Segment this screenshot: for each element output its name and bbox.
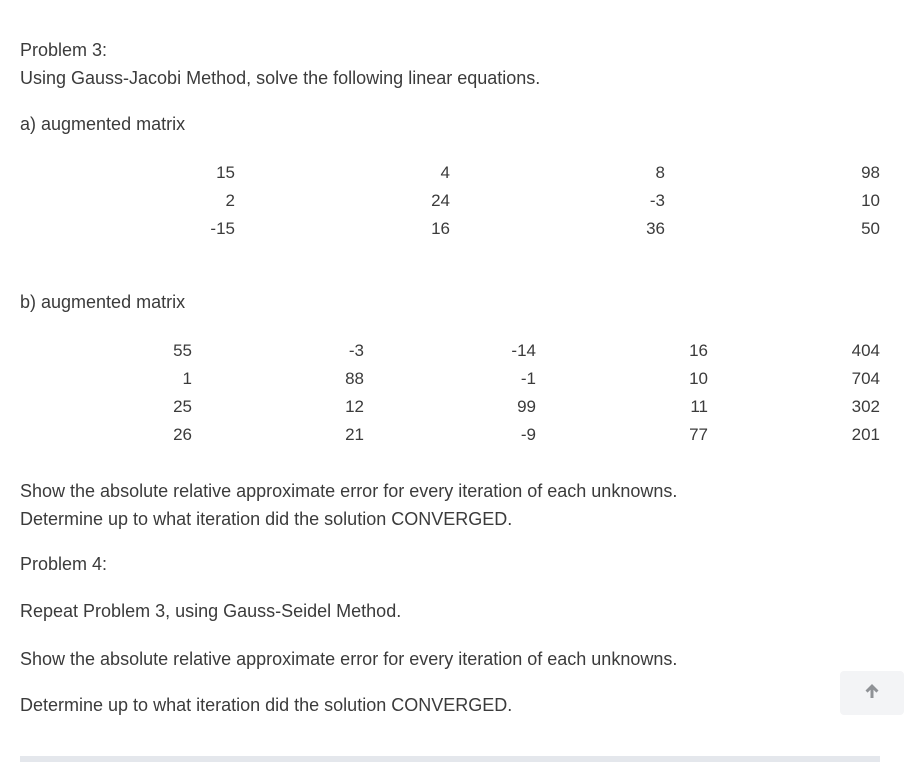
problem-4-converge-note: Determine up to what iteration did the solution CONVERGED. (20, 695, 513, 715)
part-b-label: b) augmented matrix (20, 292, 186, 312)
problem-3-title: Problem 3: (20, 40, 108, 60)
matrix-a-cell: 16 (431, 219, 450, 238)
matrix-b-cell: 21 (345, 425, 364, 444)
matrix-b-cell: 55 (173, 341, 192, 360)
matrix-a-cell: 15 (216, 163, 235, 182)
matrix-b-cell: 704 (851, 369, 880, 388)
scroll-to-top-button[interactable] (840, 671, 904, 715)
matrix-b-cell: -14 (511, 341, 536, 360)
bottom-divider-bar (20, 756, 880, 762)
matrix-a-cell: 36 (646, 219, 665, 238)
arrow-up-icon (863, 682, 881, 705)
problem-4-error-note: Show the absolute relative approximate error for every iteration of each unknowns. (20, 649, 678, 669)
matrix-a-cell: -15 (210, 219, 235, 238)
matrix-b-cell: 201 (851, 425, 880, 444)
matrix-a-cell: 24 (431, 191, 450, 210)
problem-4-title: Problem 4: (20, 554, 108, 574)
matrix-b-cell: 404 (851, 341, 880, 360)
matrix-b-cell: 11 (690, 397, 708, 416)
problem-4-instruction: Repeat Problem 3, using Gauss-Seidel Method. (20, 601, 402, 621)
matrix-b-cell: 12 (345, 397, 364, 416)
matrix-a-cell: 10 (861, 191, 880, 210)
matrix-b-cell: 26 (173, 425, 192, 444)
matrix-a-cell: 4 (440, 163, 450, 182)
matrix-b-cell: 88 (345, 369, 364, 388)
matrix-a-cell: 2 (225, 191, 235, 210)
matrix-b-cell: -9 (520, 425, 536, 444)
matrix-a-cell: 98 (861, 163, 880, 182)
matrix-b-cell: -1 (520, 369, 536, 388)
problem-3-error-note: Show the absolute relative approximate error for every iteration of each unknowns. (20, 481, 678, 501)
part-a-label: a) augmented matrix (20, 114, 186, 134)
matrix-b-cell: 16 (689, 341, 708, 360)
matrix-a-cell: 8 (655, 163, 665, 182)
matrix-b-cell: 25 (173, 397, 192, 416)
matrix-a-cell: -3 (649, 191, 665, 210)
matrix-b-cell: 302 (851, 397, 880, 416)
matrix-b-cell: 77 (689, 425, 708, 444)
matrix-b-cell: 99 (517, 397, 536, 416)
matrix-b-cell: 10 (689, 369, 708, 388)
problem-3-instruction: Using Gauss-Jacobi Method, solve the following linear equations. (20, 68, 541, 88)
matrix-b-cell: -3 (348, 341, 364, 360)
matrix-b-cell: 1 (182, 369, 192, 388)
matrix-a-cell: 50 (861, 219, 880, 238)
problem-3-converge-note: Determine up to what iteration did the solution CONVERGED. (20, 509, 513, 529)
